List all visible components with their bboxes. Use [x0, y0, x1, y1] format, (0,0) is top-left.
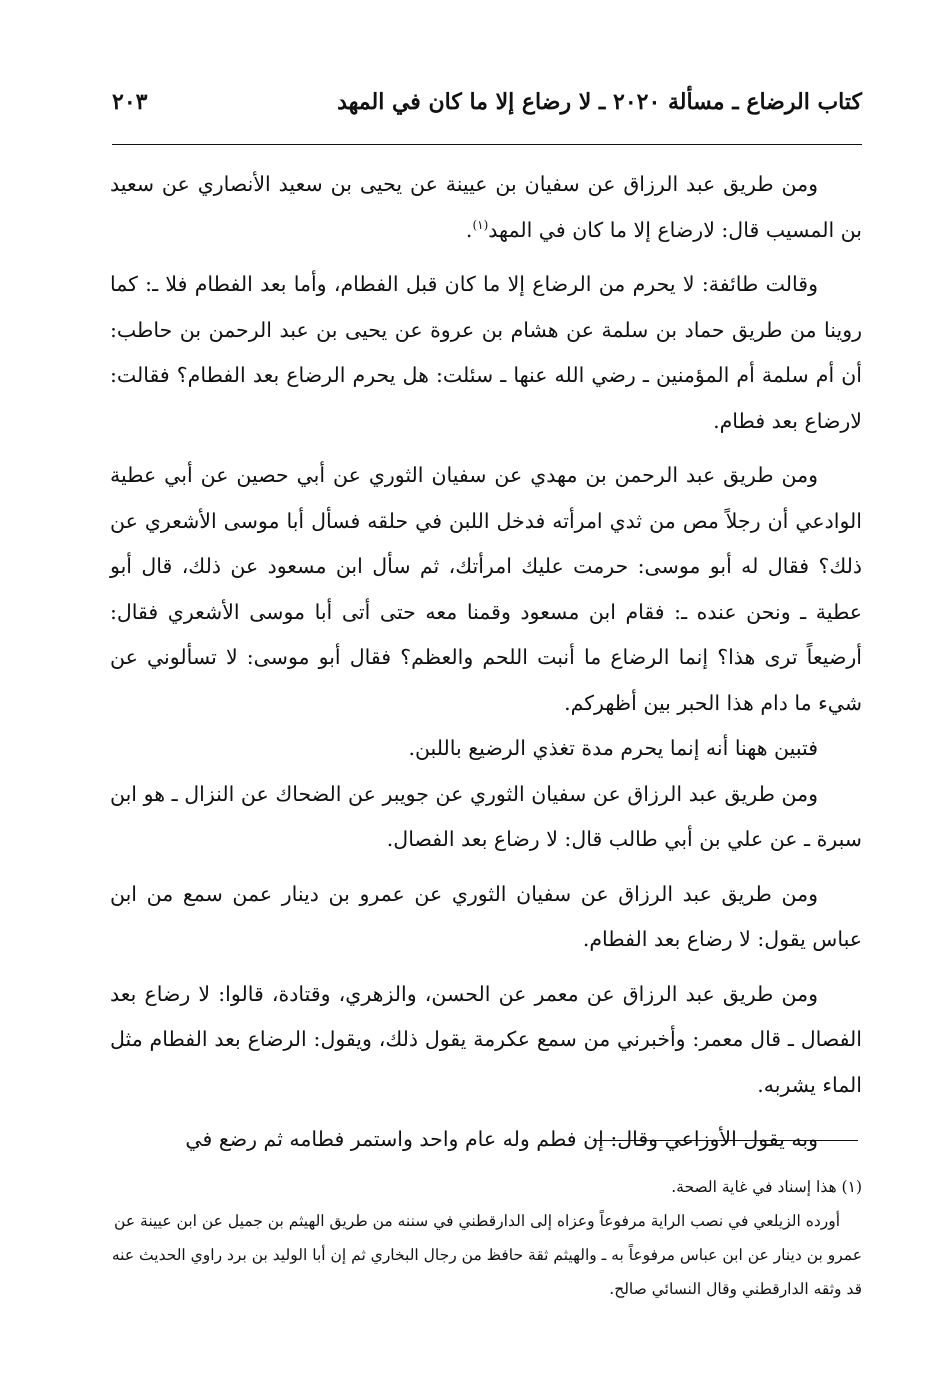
paragraph-7: ومن طريق عبد الرزاق عن معمر عن الحسن، والزهري، وقتادة، قالوا: لا رضاع بعد الفصال ـ قال معمر: وأخبرني من سمع عكرمة يقول ذلك، ويقول: الرضاع بعد الفطام مثل الماء يشربه.: [110, 981, 862, 1097]
running-title: كتاب الرضاع ـ مسألة ٢٠٢٠ ـ لا رضاع إلا ما كان في المهد: [337, 89, 862, 115]
footnote-1: (١) هذا إسناد في غاية الصحة.: [671, 1178, 862, 1196]
paragraph-4: فتبين ههنا أنه إنما يحرم مدة تغذي الرضيع باللبن.: [408, 736, 818, 760]
paragraph-3: ومن طريق عبد الرحمن بن مهدي عن سفيان الثوري عن أبي حصين عن أبي عطية الوادعي أن رجلاً مص من ثدي امرأته فدخل اللبن في حلقه فسأل أبا موسى الأشعري عن ذلك؟ فقال له أبو موسى: حرمت عليك امرأتك، ثم سأل ابن مسعود عن ذلك، قال أبو عطية ـ ونحن عنده ـ: فقام ابن مسعود وقمنا معه حتى أتى أبا موسى الأشعري فقال: أرضيعاً ترى هذا؟ إنما الرضاع ما أنبت اللحم والعظم؟ فقال أبو موسى: لا تسألوني عن شيء ما دام هذا الحبر بين أظهركم.: [110, 463, 862, 715]
paragraph-2: وقالت طائفة: لا يحرم من الرضاع إلا ما كان قبل الفطام، وأما بعد الفطام فلا ـ: كما روينا من طريق حماد بن سلمة عن هشام بن عروة عن يحيى بن عبد الرحمن بن حاطب: أن أم سلمة أم المؤمنين ـ رضي الله عنها ـ سئلت: هل يحرم الرضاع بعد الفطام؟ فقالت: لارضاع بعد فطام.: [110, 272, 862, 433]
paragraph-5: ومن طريق عبد الرزاق عن سفيان الثوري عن جويبر عن الضحاك عن النزال ـ هو ابن سبرة ـ عن علي بن أبي طالب قال: لا رضاع بعد الفصال.: [110, 781, 862, 851]
page-number: ٢٠٣: [112, 89, 148, 115]
paragraph-8: وبه يقول الأوزاعي وقال: إن فطم وله عام واحد واستمر فطامه ثم رضع في: [185, 1127, 818, 1151]
page-header: [112, 82, 862, 122]
paragraph-1-end: .: [465, 217, 473, 242]
footnotes: [110, 1170, 862, 1306]
main-text: [110, 162, 862, 1163]
paragraph-1: [110, 162, 862, 253]
footnote-divider: [593, 1140, 858, 1141]
paragraph-1-text: ومن طريق عبد الرزاق عن سفيان بن عيينة عن يحيى بن سعيد الأنصاري عن سعيد بن المسيب قال: لارضاع إلا ما كان في المهد: [110, 172, 862, 242]
footnote-1-detail: أورده الزيلعي في نصب الراية مرفوعاً وعزاه إلى الدارقطني في سننه من طريق الهيثم بن جميل عن ابن عيينة عن عمرو بن دينار عن ابن عباس مرفوعاً به ـ والهيثم ثقة حافظ من رجال البخاري ثم إن أبا الوليد بن برد راوي الحديث عنه قد وثقه الدارقطني وقال النسائي صالح.: [111, 1212, 862, 1298]
footnote-ref-1: (١): [472, 217, 489, 232]
header-divider: [112, 144, 862, 145]
paragraph-6: ومن طريق عبد الرزاق عن سفيان الثوري عن عمرو بن دينار عمن سمع من ابن عباس يقول: لا رضاع بعد الفطام.: [110, 881, 862, 951]
